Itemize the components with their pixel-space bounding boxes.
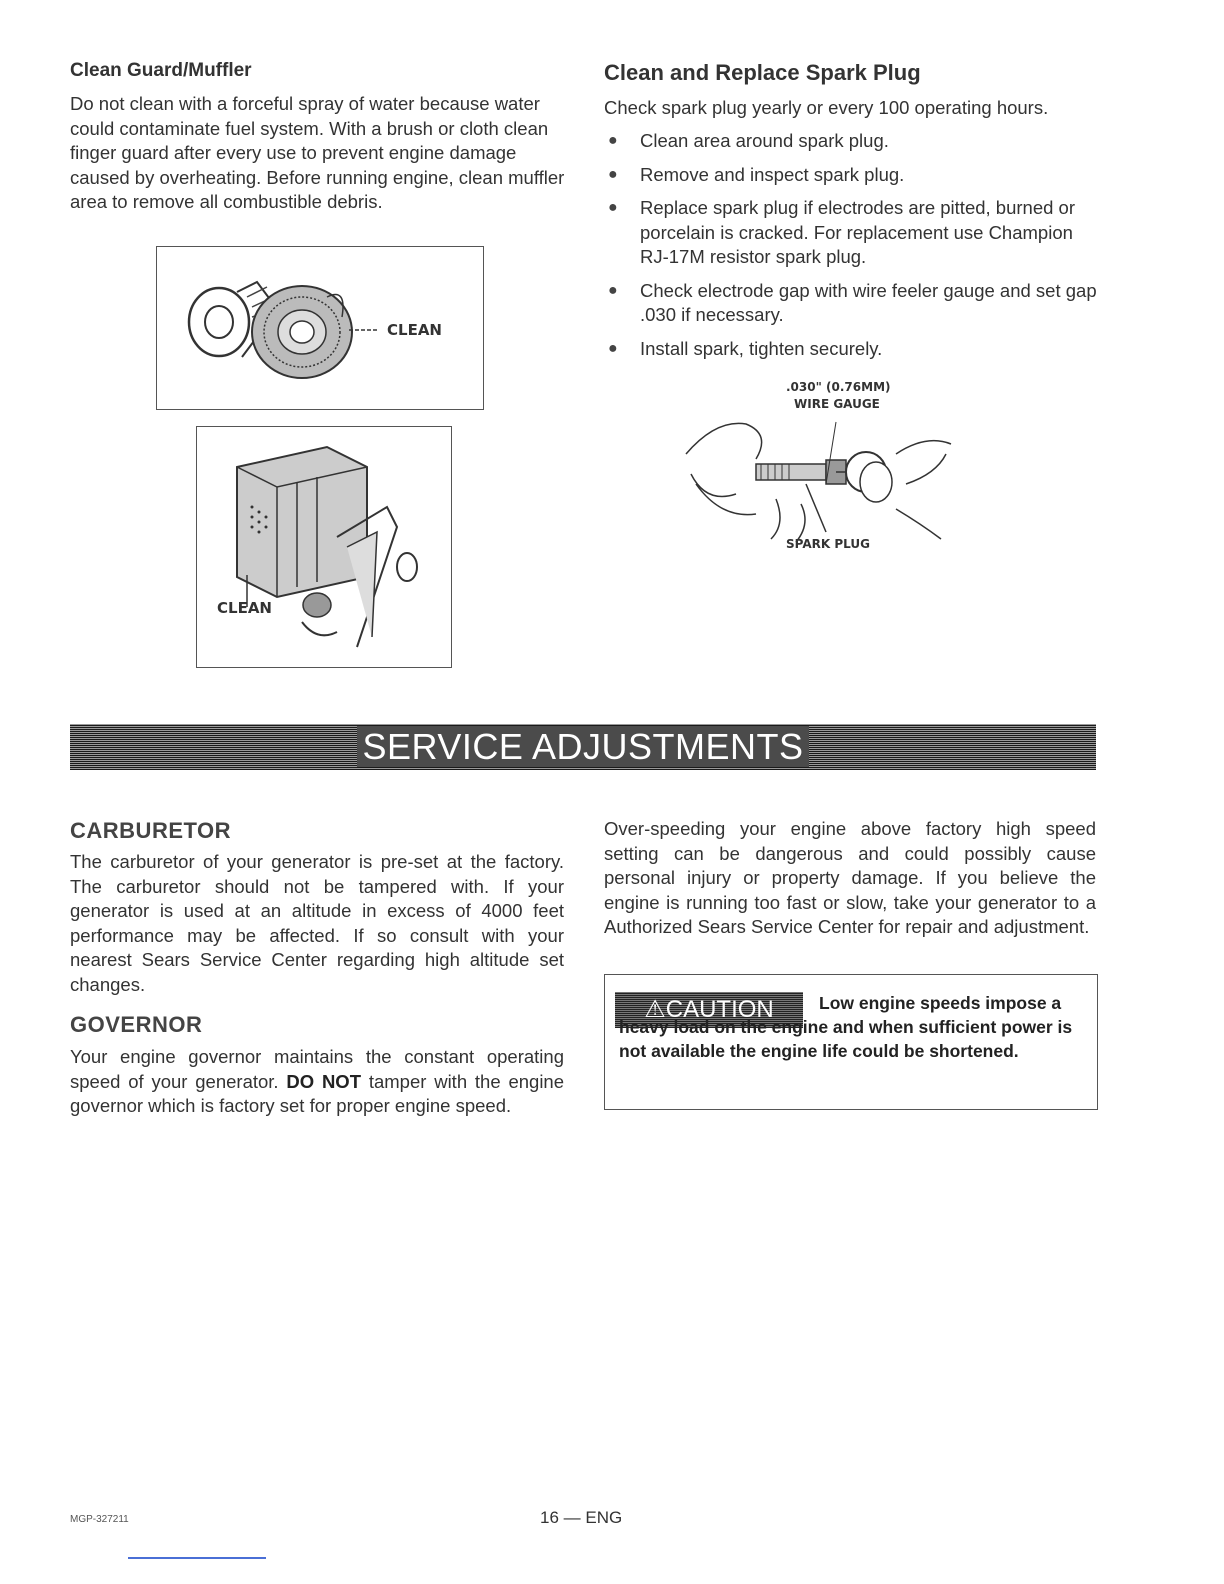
spark-plug-steps (604, 129, 1104, 370)
spark-plug-gauge-illustration (676, 414, 966, 544)
governor-body-text-2: tamper with the engine governor which is factory set for proper engine speed. (70, 1070, 565, 1116)
clean-label-2: CLEAN (217, 599, 272, 617)
carburetor-heading: CARBURETOR (70, 818, 232, 843)
carburetor-body: The carburetor of your generator is pre-set at the factory. The carburetor should not be tampered with. If your generator is used at an altitude in excess of 4000 feet performance may be affected. If so consult with your nearest Sears Service Center regarding high altitude set changes. (70, 851, 564, 995)
spark-plug-heading: Clean and Replace Spark Plug (604, 60, 921, 85)
caution-text: Low engine speeds impose a heavy load on the engine and when sufficient power is not available the engine life could be shortened. (619, 993, 1073, 1061)
footer-page-number: 16 — ENG (540, 1508, 623, 1527)
caution-box (604, 974, 1098, 1110)
list-item (604, 163, 1104, 188)
step-text: Check electrode gap with wire feeler gauge and set gap .030 if necessary. (640, 279, 1097, 325)
caution-badge: ⚠CAUTION (615, 992, 803, 1028)
spark-plug-intro: Check spark plug yearly or every 100 operating hours. (604, 97, 1049, 118)
footer-divider (128, 1557, 266, 1559)
governor-heading: GOVERNOR (70, 1012, 203, 1037)
wire-gauge-label: WIRE GAUGE (794, 397, 880, 411)
finger-guard-figure (156, 246, 484, 410)
clean-label-1: CLEAN (387, 321, 442, 339)
clean-guard-body: Do not clean with a forceful spray of water because water could contaminate fuel system. With a brush or cloth clean finger guard after every use to prevent engine damage caused by overheating. Before running engine, clean muffler area to remove all combustible debris. (70, 93, 565, 212)
overspeed-body: Over-speeding your engine above factory high speed setting can be dangerous and could possibly cause personal injury or property damage. If you believe the engine is running too fast or slow, take your generator to a Authorized Sears Service Center for repair and adjustment. (604, 818, 1096, 937)
list-item (604, 129, 1104, 154)
bullet-icon: ● (608, 132, 618, 149)
do-not-emphasis: DO NOT (286, 1070, 362, 1092)
spark-plug-figure (676, 380, 966, 560)
footer-model-number: MGP-327211 (70, 1514, 129, 1525)
list-item (604, 196, 1104, 270)
banner-title: SERVICE ADJUSTMENTS (70, 727, 1096, 770)
step-text: Remove and inspect spark plug. (640, 163, 905, 185)
step-text: Replace spark plug if electrodes are pitted, burned or porcelain is cracked. For replacement use Champion RJ-17M resistor spark plug. (640, 197, 1076, 267)
governor-body-text: Your engine governor maintains the constant operating speed of your generator. (70, 1046, 564, 1092)
list-item (604, 279, 1104, 328)
step-text: Install spark, tighten securely. (640, 337, 883, 359)
bullet-icon: ● (608, 339, 618, 357)
muffler-illustration (197, 427, 451, 667)
muffler-figure (196, 426, 452, 668)
clean-guard-heading: Clean Guard/Muffler (70, 60, 252, 81)
governor-body (70, 1045, 564, 1119)
bullet-icon: ● (608, 199, 618, 216)
step-text: Clean area around spark plug. (640, 130, 889, 151)
bullet-icon: ● (608, 165, 618, 183)
bullet-icon: ● (608, 281, 618, 299)
list-item (604, 337, 1104, 362)
spark-plug-label: SPARK PLUG (786, 537, 870, 551)
gauge-size-label: .030" (0.76MM) (786, 380, 891, 394)
service-adjustments-banner (70, 724, 1096, 770)
